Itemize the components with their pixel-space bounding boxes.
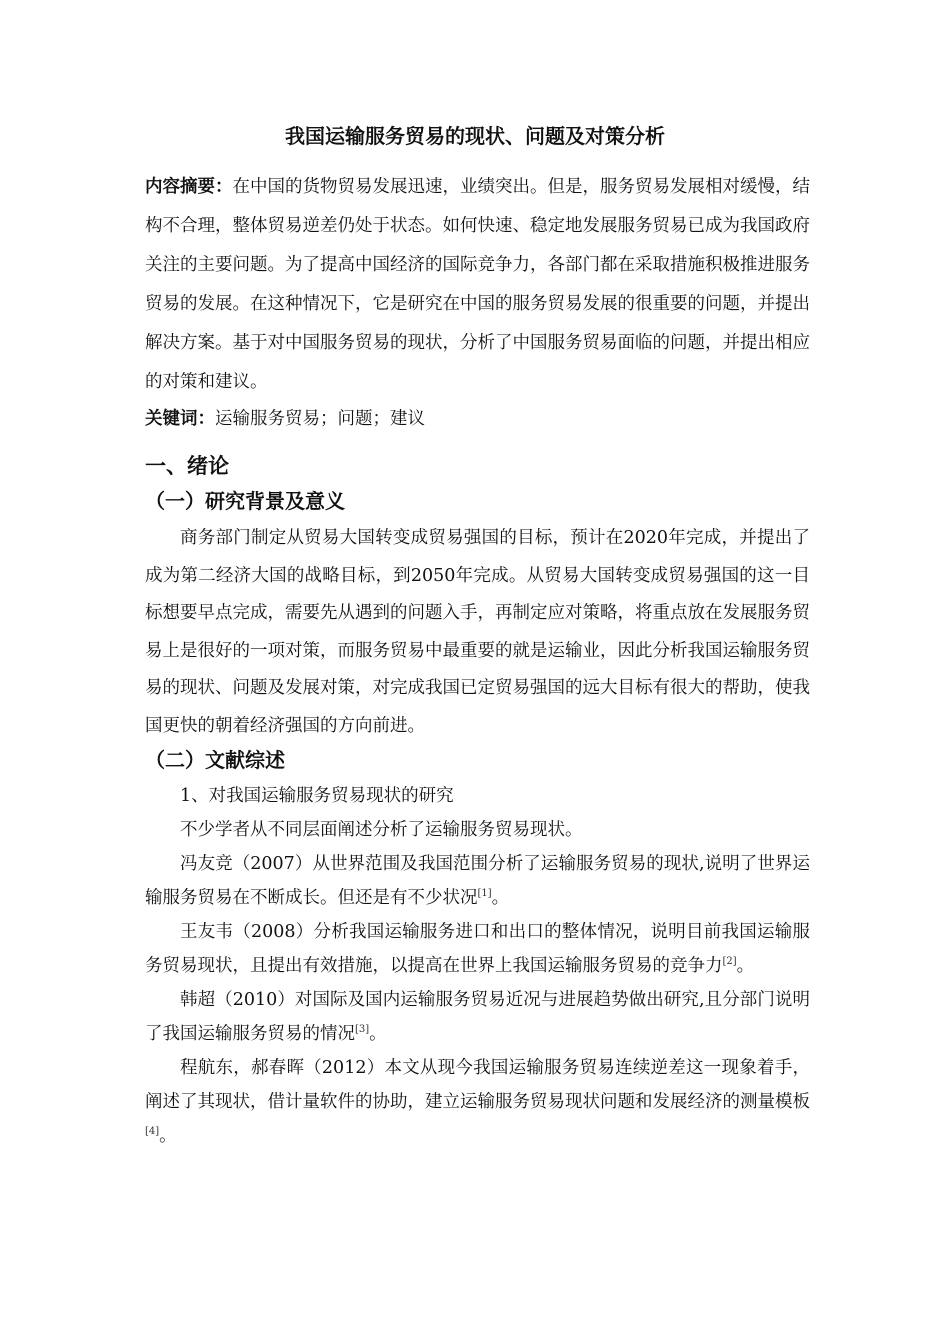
literature-item-heading: 1、对我国运输服务贸易现状的研究 [180,786,454,806]
ref-4-text: 程航东，郝春晖（2012）本文从现今我国运输服务贸易连续逆差这一现象着手，阐述了其现状，借计量软件的协助，建立运输服务贸易现状问题和发展经济的测量模板 [145,1058,810,1112]
keywords-label: 关键词： [145,409,215,429]
ref-2-text: 王友韦（2008）分析我国运输服务进口和出口的整体情况，说明目前我国运输服务贸易现状，且提出有效措施，以提高在世界上我国运输服务贸易的竞争力 [145,922,810,976]
citation-mark-2[interactable]: [2] [722,956,737,968]
subsection-heading-literature: （二）文献综述 [145,748,285,772]
literature-ref-1 [145,847,810,915]
literature-ref-3 [145,983,810,1051]
ref-1-end: 。 [491,888,510,908]
page-title: 我国运输服务贸易的现状、问题及对策分析 [285,124,665,148]
ref-3-text: 韩超（2010）对国际及国内运输服务贸易近况与进展趋势做出研究,且分部门说明了我国运输服务贸易的情况 [145,990,810,1044]
citation-mark-1[interactable]: [1] [477,888,492,900]
keywords-text: 运输服务贸易；问题；建议 [215,409,425,429]
citation-mark-3[interactable]: [3] [355,1024,370,1036]
ref-1-text: 冯友竞（2007）从世界范围及我国范围分析了运输服务贸易的现状,说明了世界运输服务贸易在不断成长。但还是有不少状况 [145,854,810,908]
section-heading-introduction: 一、绪论 [145,453,229,478]
ref-4-end: 。 [159,1126,177,1146]
background-paragraph: 商务部门制定从贸易大国转变成贸易强国的目标，预计在2020年完成，并提出了成为第二经济大国的战略目标，到2050年完成。从贸易大国转变成贸易强国的这一目标想要早点完成，需要先从遇到的问题入手，再制定应对策略，将重点放在发展服务贸易上是很好的一项对策，而服务贸易中最重要的就是运输业，因此分析我国运输服务贸易的现状、问题及发展对策，对完成我国已定贸易强国的远大目标有很大的帮助，使我国更快的朝着经济强国的方向前进。 [145,528,810,736]
abstract [145,168,810,402]
literature-ref-4 [145,1051,810,1153]
literature-review [145,779,810,1153]
ref-2-end: 。 [736,956,755,976]
keywords [145,402,810,436]
subsection-heading-background: （一）研究背景及意义 [145,489,345,513]
literature-intro: 不少学者从不同层面阐述分析了运输服务贸易现状。 [180,820,583,840]
abstract-text: 在中国的货物贸易发展迅速，业绩突出。但是，服务贸易发展相对缓慢，结构不合理，整体贸易逆差仍处于状态。如何快速、稳定地发展服务贸易已成为我国政府关注的主要问题。为了提高中国经济的国际竞争力，各部门都在采取措施积极推进服务贸易的发展。在这种情况下，它是研究在中国的服务贸易发展的很重要的问题，并提出解决方案。基于对中国服务贸易的现状，分析了中国服务贸易面临的问题，并提出相应的对策和建议。 [145,177,810,392]
abstract-label: 内容摘要： [145,177,233,197]
ref-3-end: 。 [369,1024,387,1044]
citation-mark-4[interactable]: [4] [145,1126,160,1138]
literature-ref-2 [145,915,810,983]
